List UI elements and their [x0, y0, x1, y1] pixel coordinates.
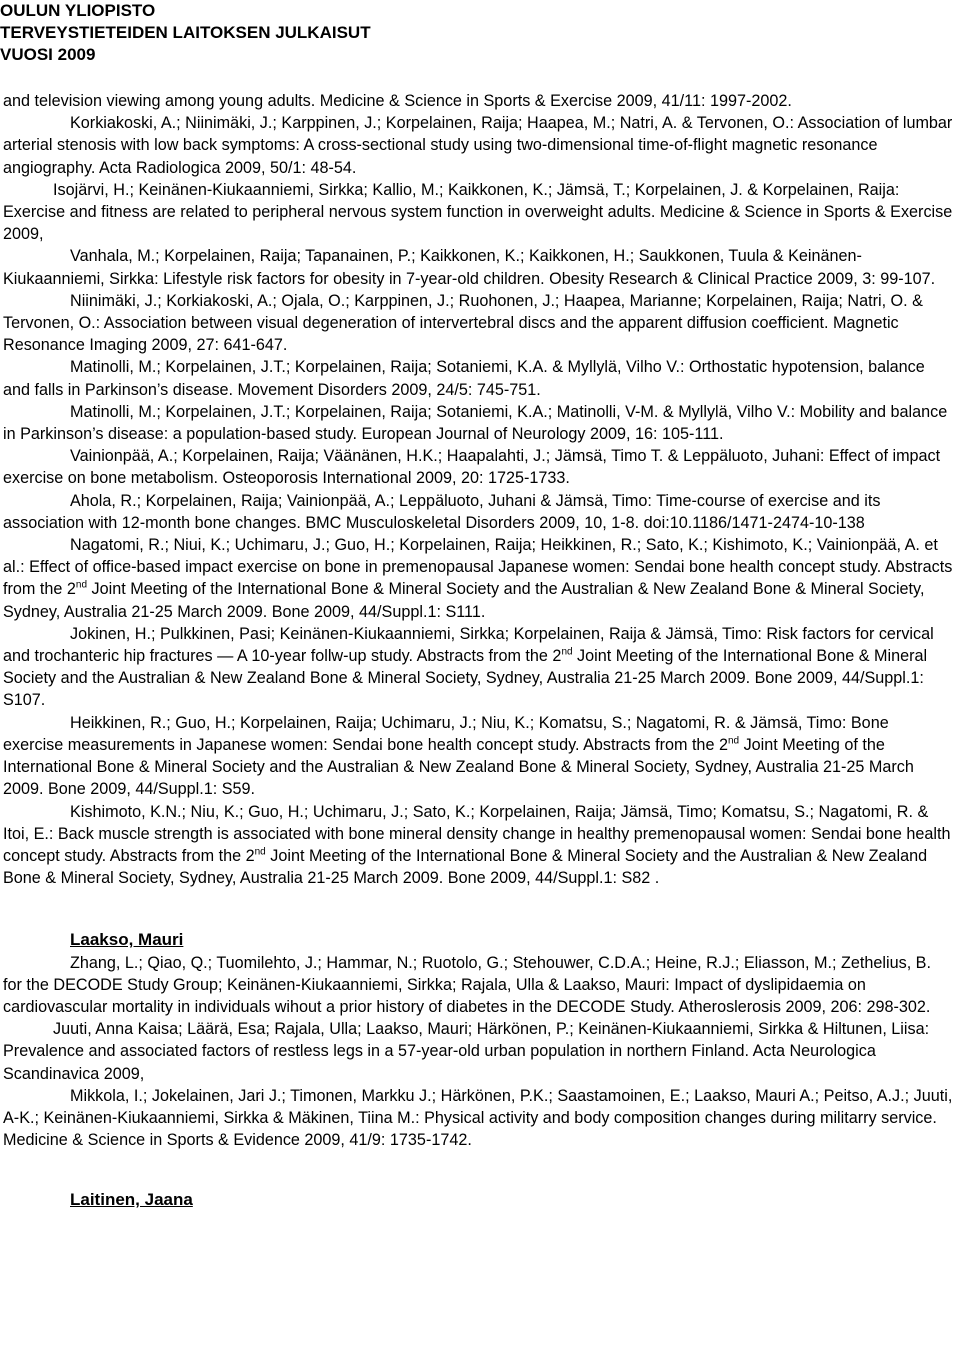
- publication-entry: Isojärvi, H.; Keinänen-Kiukaanniemi, Sirkka; Kallio, M.; Kaikkonen, K.; Jämsä, T.; Korpelainen, J. & Korpelainen, Raija: Exercise and fitness are related to peripheral nervous system function in overweight adults. Medicine & Science in Sports & Exercise 2009,: [3, 180, 953, 244]
- entry-text: Joint Meeting of the International Bone & Mineral Society and the Australian & New Zealand Bone & Mineral Society, Sydney, Australia 21-25 March 2009. Bone 2009, 44/Suppl.1: S59.: [3, 735, 914, 799]
- author-section-heading: [3, 1189, 953, 1211]
- publication-entry: [3, 801, 953, 890]
- ordinal-suffix: nd: [727, 735, 740, 747]
- publication-entry: Vanhala, M.; Korpelainen, Raija; Tapanainen, P.; Kaikkonen, K.; Kaikkonen, H.; Saukkonen, Tuula & Keinänen-Kiukaanniemi, Sirkka: Lifestyle risk factors for obesity in 7-year-old children. Obesity Research & Clinical Practice 2009, 3: 99-107.: [3, 247, 936, 288]
- author-name-laakso: Laakso, Mauri: [70, 930, 184, 950]
- entry-text: Kishimoto, K.N.; Niu, K.; Guo, H.; Uchimaru, J.; Sato, K.; Korpelainen, Raija; Jämsä, Timo; Komatsu, S.; Nagatomi, R. & Itoi, E.: Back muscle strength is associated with bone mineral density change in healthy premenopausal women: Sendai bone health concept study. Abstracts from the 2: [3, 802, 951, 865]
- publication-entry: Vainionpää, A.; Korpelainen, Raija; Väänänen, H.K.; Haapalahti, J.; Jämsä, Timo T. & Leppäluoto, Juhani: Effect of impact exercise on bone metabolism. Osteoporosis International 2009, 20: 1725-1733.: [3, 447, 941, 488]
- publication-entry: Matinolli, M.; Korpelainen, J.T.; Korpelainen, Raija; Sotaniemi, K.A.; Matinolli, V-M. & Myllylä, Vilho V.: Mobility and balance in Parkinson’s disease: a population-based study. European Journal of Neurology 2009, 16: 105-111.: [3, 402, 948, 444]
- publication-entry: and television viewing among young adults. Medicine & Science in Sports & Exercise 2009, 41/11: 1997-2002.: [3, 92, 792, 110]
- author-name-laitinen: Laitinen, Jaana: [70, 1190, 193, 1210]
- document-header: [0, 0, 371, 66]
- header-series: TERVEYSTIETEIDEN LAITOKSEN JULKAISUT: [0, 23, 371, 42]
- publication-entry: Matinolli, M.; Korpelainen, J.T.; Korpelainen, Raija; Sotaniemi, K.A. & Myllylä, Vilho V.: Orthostatic hypotension, balance and falls in Parkinson’s disease. Movement Disorders 2009, 24/5: 745-751.: [3, 358, 925, 399]
- publication-entry: [3, 712, 953, 801]
- publication-entry: Niinimäki, J.; Korkiakoski, A.; Ojala, O.; Karppinen, J.; Ruohonen, J.; Haapea, Marianne; Korpelainen, Raija; Natri, O. & Tervonen, O.: Association between visual degeneration of intervertebral discs and the apparent diffusion coefficient. Magnetic Resonance Imaging 2009, 27: 641-647.: [3, 291, 923, 355]
- entry-text: Jokinen, H.; Pulkkinen, Pasi; Keinänen-Kiukaanniemi, Sirkka; Korpelainen, Raija & Jämsä, Timo: Risk factors for cervical and trochanteric hip fractures — A 10-year follw-up study. Abstracts from the 2: [3, 624, 934, 666]
- publication-entry: [3, 623, 953, 712]
- ordinal-suffix: nd: [254, 846, 266, 858]
- ordinal-suffix: nd: [561, 646, 573, 658]
- publication-entry: Zhang, L.; Qiao, Q.; Tuomilehto, J.; Hammar, N.; Ruotolo, G.; Stehouwer, C.D.A.; Heine, R.J.; Eliasson, M.; Zethelius, B. for the DECODE Study Group; Keinänen-Kiukaanniemi, Sirkka; Rajala, Ulla & Laakso, Mauri: Impact of dyslipidaemia on cardiovascular mortality in individuals wihout a prior history of diabetes in the DECODE Study. Atherosleros​is 2009, 206: 298-302.: [3, 953, 931, 1016]
- section-spacer: [3, 889, 953, 929]
- section-spacer: [3, 1151, 953, 1189]
- publication-entry: [3, 534, 953, 623]
- publication-entry: Korkiakoski, A.; Niinimäki, J.; Karppinen, J.; Korpelainen, Raija; Haapea, M.; Natri, A. & Tervonen, O.: Association of lumbar arterial stenosis with low back symptoms: A cross-sectional study using two-dimensional time-of-flight magnetic resonance angiography. Acta Radiologica 2009, 50/1: 48-54.: [3, 114, 953, 177]
- author-section-heading: [3, 929, 953, 951]
- entry-text: Nagatomi, R.; Niui, K.; Uchimaru, J.; Guo, H.; Korpelainen, Raija; Heikkinen, R.; Sato, K.; Kishimoto, K.; Vainionpää, A. et al.: Effect of office-based impact exercise on bone in premenopausal Japanese women: Sendai bone health concept study. Abstracts from the 2: [3, 536, 953, 599]
- publication-list: [3, 90, 953, 1212]
- ordinal-suffix: nd: [75, 580, 88, 592]
- entry-text: Joint Meeting of the International Bone & Mineral Society and the Australian & New Zealand Bone & Mineral Society, Sydney, Australia 21-25 March 2009. Bone 2009, 44/Suppl.1: S82 .: [3, 846, 928, 888]
- entry-text: Joint Meeting of the International Bone & Mineral Society and the Australian & New Zealand Bone & Mineral Society, Sydney, Australia 21-25 March 2009. Bone 2009, 44/Suppl.1: S111.: [3, 580, 925, 621]
- entry-text: Joint Meeting of the International Bone & Mineral Society and the Australian & New Zealand Bone & Mineral Society, Sydney, Australia 21-25 March 2009. Bone 2009, 44/Suppl.1: S107.: [3, 647, 928, 710]
- publication-entry: Mikkola, I.; Jokelainen, Jari J.; Timonen, Markku J.; Härkönen, P.K.; Saastamoinen, E.; Laakso, Mauri A.; Peitso, A.J.; Juuti, A-K.; Keinänen-Kiukaanniemi, Sirkka & Mäkinen, Tiina M.: Physical activity and body composition changes during militarry service. Medicine & Science in Sports & Evidence 2009, 41/9: 1735-1742.: [3, 1086, 953, 1150]
- header-year: VUOSI 2009: [0, 45, 96, 64]
- publication-entry: Ahola, R.; Korpelainen, Raija; Vainionpää, A.; Leppäluoto, Juhani & Jämsä, Timo: Time-course of exercise and its association with 12-month bone changes. BMC Musculoskeletal Disorders 2009, 10, 1-8. doi:10.1186/1471-2474-10-138: [3, 491, 881, 532]
- publication-entry: Juuti, Anna Kaisa; Läärä, Esa; Rajala, Ulla; Laakso, Mauri; Härkönen, P.; Keinänen-Kiukaanniemi, Sirkka & Hiltunen, Liisa: Prevalence and associated factors of restless legs in a 57-year-old urban population in northern Finland. Acta Neurologica Scandinavica 2009,: [3, 1020, 930, 1083]
- header-university: OULUN YLIOPISTO: [0, 1, 156, 20]
- entry-text: Heikkinen, R.; Guo, H.; Korpelainen, Raija; Uchimaru, J.; Niu, K.; Komatsu, S.; Nagatomi, R. & Jämsä, Timo: Bone exercise measurements in Japanese women: Sendai bone health concept study. Abstracts from the 2: [3, 713, 889, 754]
